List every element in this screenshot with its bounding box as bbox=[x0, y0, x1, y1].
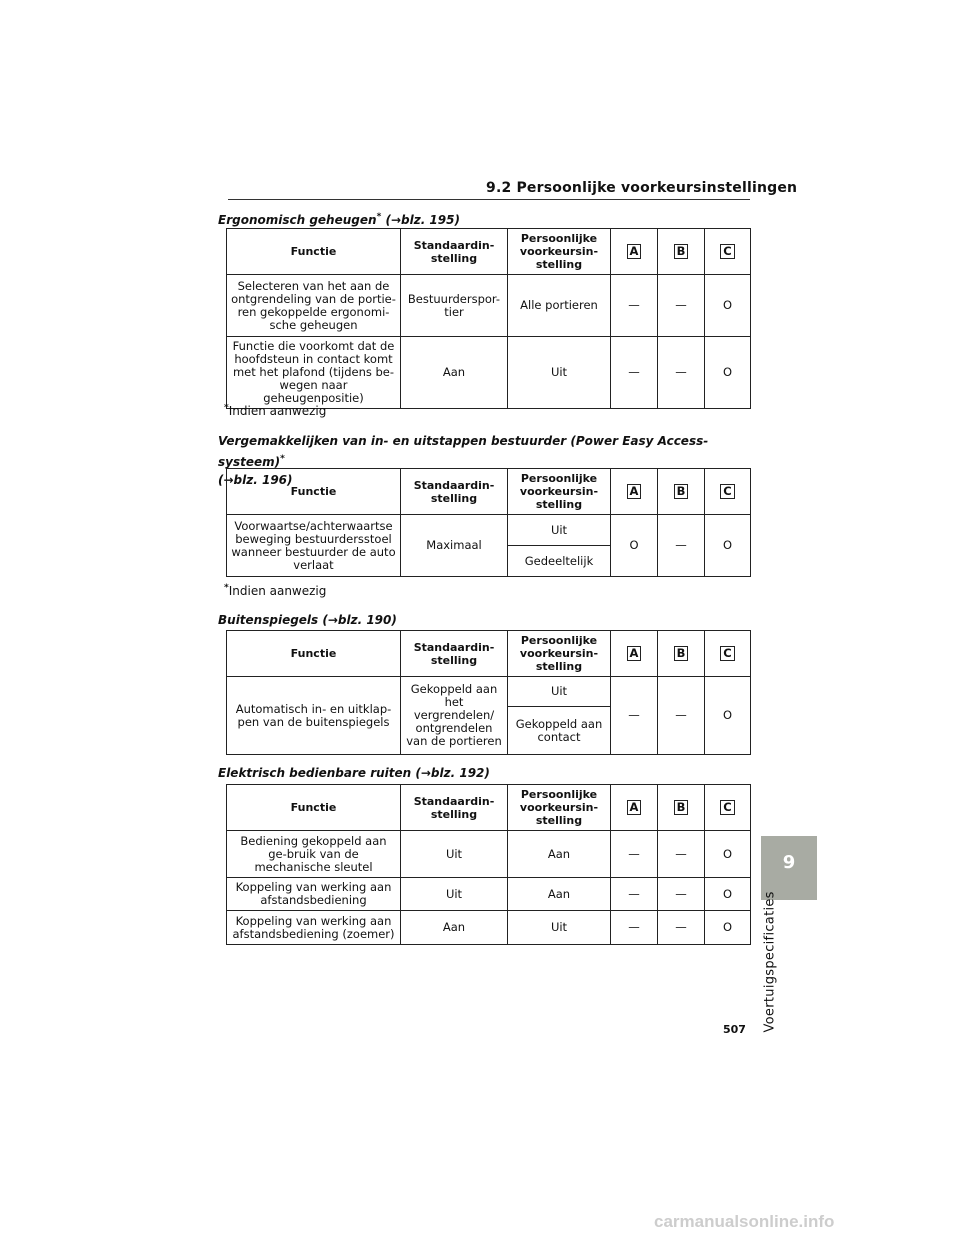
cell-persoonlijk: Uit bbox=[508, 337, 611, 409]
footnote bbox=[224, 583, 326, 598]
section-title-ergonomisch bbox=[218, 208, 758, 229]
letter-a-icon: A bbox=[627, 800, 642, 815]
letter-a-icon: A bbox=[627, 484, 642, 499]
watermark: carmanualsonline.info bbox=[654, 1212, 835, 1231]
col-b bbox=[658, 785, 705, 831]
col-standaard: Standaardin-stelling bbox=[401, 631, 508, 677]
table-power-easy-access bbox=[226, 468, 751, 577]
cell-standaard: Uit bbox=[401, 878, 508, 911]
cell-functie: Automatisch in- en uitklap-pen van de buitenspiegels bbox=[227, 677, 401, 755]
cell-standaard: Aan bbox=[401, 911, 508, 945]
letter-a-icon: A bbox=[627, 646, 642, 661]
footnote-marker: * bbox=[224, 403, 229, 413]
col-c bbox=[705, 631, 751, 677]
cell-standaard: Aan bbox=[401, 337, 508, 409]
footnote-marker: * bbox=[224, 583, 229, 593]
cell-a: — bbox=[611, 677, 658, 755]
table-header-row bbox=[227, 229, 751, 275]
section-ref: (→blz. 196) bbox=[218, 473, 293, 487]
col-b bbox=[658, 469, 705, 515]
letter-c-icon: C bbox=[720, 244, 734, 259]
cell-b: — bbox=[658, 337, 705, 409]
cell-persoonlijk: Uit bbox=[508, 911, 611, 945]
page-number: 507 bbox=[723, 1023, 746, 1036]
col-b bbox=[658, 229, 705, 275]
letter-b-icon: B bbox=[674, 244, 689, 259]
cell-c: O bbox=[705, 831, 751, 878]
cell-b: — bbox=[658, 275, 705, 337]
cell-functie: Voorwaartse/achterwaartse beweging bestuurdersstoel wanneer bestuurder de auto verlaat bbox=[227, 515, 401, 577]
footnote-marker: * bbox=[280, 454, 285, 464]
cell-b: — bbox=[658, 677, 705, 755]
col-functie: Functie bbox=[227, 631, 401, 677]
cell-c: O bbox=[705, 878, 751, 911]
col-standaard: Standaardin-stelling bbox=[401, 469, 508, 515]
table-header-row bbox=[227, 469, 751, 515]
cell-functie: Selecteren van het aan de ontgrendeling van de portie-ren gekoppelde ergonomi-sche geheugen bbox=[227, 275, 401, 337]
cell-a: — bbox=[611, 831, 658, 878]
cell-b: — bbox=[658, 911, 705, 945]
letter-b-icon: B bbox=[674, 800, 689, 815]
col-persoonlijk: Persoonlijke voorkeursin-stelling bbox=[508, 785, 611, 831]
cell-a: — bbox=[611, 911, 658, 945]
chapter-header: 9.2 Persoonlijke voorkeursinstellingen bbox=[486, 180, 798, 196]
table-row bbox=[227, 911, 751, 945]
cell-c: O bbox=[705, 677, 751, 755]
chapter-number: 9 bbox=[782, 852, 796, 873]
col-a bbox=[611, 469, 658, 515]
cell-option-2: Gedeeltelijk bbox=[508, 546, 611, 577]
cell-b: — bbox=[658, 878, 705, 911]
cell-functie: Functie die voorkomt dat de hoofdsteun in contact komt met het plafond (tijdens be-wegen naar geheugenpositie) bbox=[227, 337, 401, 409]
cell-option-1: Uit bbox=[508, 515, 611, 546]
col-functie: Functie bbox=[227, 229, 401, 275]
cell-persoonlijk: Aan bbox=[508, 831, 611, 878]
chapter-label: Voertuigspecificaties bbox=[762, 891, 778, 1033]
table-header-row bbox=[227, 785, 751, 831]
section-title-text: Vergemakkelijken van in- en uitstappen bestuurder (Power Easy Access-systeem) bbox=[218, 434, 709, 469]
section-title-ruiten: Elektrisch bedienbare ruiten (→blz. 192) bbox=[218, 766, 490, 780]
col-a bbox=[611, 631, 658, 677]
table-row bbox=[227, 515, 751, 546]
cell-c: O bbox=[705, 515, 751, 577]
cell-b: — bbox=[658, 831, 705, 878]
cell-a: — bbox=[611, 275, 658, 337]
col-a bbox=[611, 229, 658, 275]
cell-c: O bbox=[705, 337, 751, 409]
cell-persoonlijk: Alle portieren bbox=[508, 275, 611, 337]
letter-c-icon: C bbox=[720, 484, 734, 499]
cell-a: — bbox=[611, 878, 658, 911]
table-buitenspiegels bbox=[226, 630, 751, 755]
table-row bbox=[227, 677, 751, 707]
footnote-text: Indien aanwezig bbox=[228, 404, 327, 418]
section-ref: (→blz. 195) bbox=[385, 213, 460, 227]
col-functie: Functie bbox=[227, 469, 401, 515]
letter-b-icon: B bbox=[674, 646, 689, 661]
cell-a: — bbox=[611, 337, 658, 409]
cell-b: — bbox=[658, 515, 705, 577]
col-c bbox=[705, 229, 751, 275]
letter-c-icon: C bbox=[720, 646, 734, 661]
cell-functie: Koppeling van werking aan afstandsbediening bbox=[227, 878, 401, 911]
table-header-row bbox=[227, 631, 751, 677]
footnote-text: Indien aanwezig bbox=[228, 584, 327, 598]
cell-standaard: Bestuurderspor-tier bbox=[401, 275, 508, 337]
footnote-marker: * bbox=[376, 212, 382, 222]
section-title-text: Ergonomisch geheugen bbox=[218, 213, 377, 227]
cell-c: O bbox=[705, 275, 751, 337]
cell-functie: Koppeling van werking aan afstandsbediening (zoemer) bbox=[227, 911, 401, 945]
col-c bbox=[705, 785, 751, 831]
table-row bbox=[227, 337, 751, 409]
table-row bbox=[227, 878, 751, 911]
letter-b-icon: B bbox=[674, 484, 689, 499]
col-a bbox=[611, 785, 658, 831]
cell-option-2: Gekoppeld aan contact bbox=[508, 707, 611, 755]
section-title-buitenspiegels: Buitenspiegels (→blz. 190) bbox=[218, 613, 397, 627]
col-standaard: Standaardin-stelling bbox=[401, 785, 508, 831]
col-standaard: Standaardin-stelling bbox=[401, 229, 508, 275]
cell-standaard: Maximaal bbox=[401, 515, 508, 577]
col-persoonlijk: Persoonlijke voorkeursin-stelling bbox=[508, 229, 611, 275]
footnote bbox=[224, 403, 326, 418]
col-functie: Functie bbox=[227, 785, 401, 831]
header-rule bbox=[228, 199, 750, 200]
table-row bbox=[227, 275, 751, 337]
col-persoonlijk: Persoonlijke voorkeursin-stelling bbox=[508, 631, 611, 677]
cell-a: O bbox=[611, 515, 658, 577]
table-ergonomisch bbox=[226, 228, 751, 409]
letter-c-icon: C bbox=[720, 800, 734, 815]
cell-functie: Bediening gekoppeld aan ge-bruik van de mechanische sleutel bbox=[227, 831, 401, 878]
letter-a-icon: A bbox=[627, 244, 642, 259]
col-b bbox=[658, 631, 705, 677]
cell-c: O bbox=[705, 911, 751, 945]
cell-standaard: Uit bbox=[401, 831, 508, 878]
col-c bbox=[705, 469, 751, 515]
cell-standaard: Gekoppeld aan het vergrendelen/ ontgrendelen van de portieren bbox=[401, 677, 508, 755]
col-persoonlijk: Persoonlijke voorkeursin-stelling bbox=[508, 469, 611, 515]
table-ruiten bbox=[226, 784, 751, 945]
table-row bbox=[227, 831, 751, 878]
cell-persoonlijk: Aan bbox=[508, 878, 611, 911]
cell-option-1: Uit bbox=[508, 677, 611, 707]
